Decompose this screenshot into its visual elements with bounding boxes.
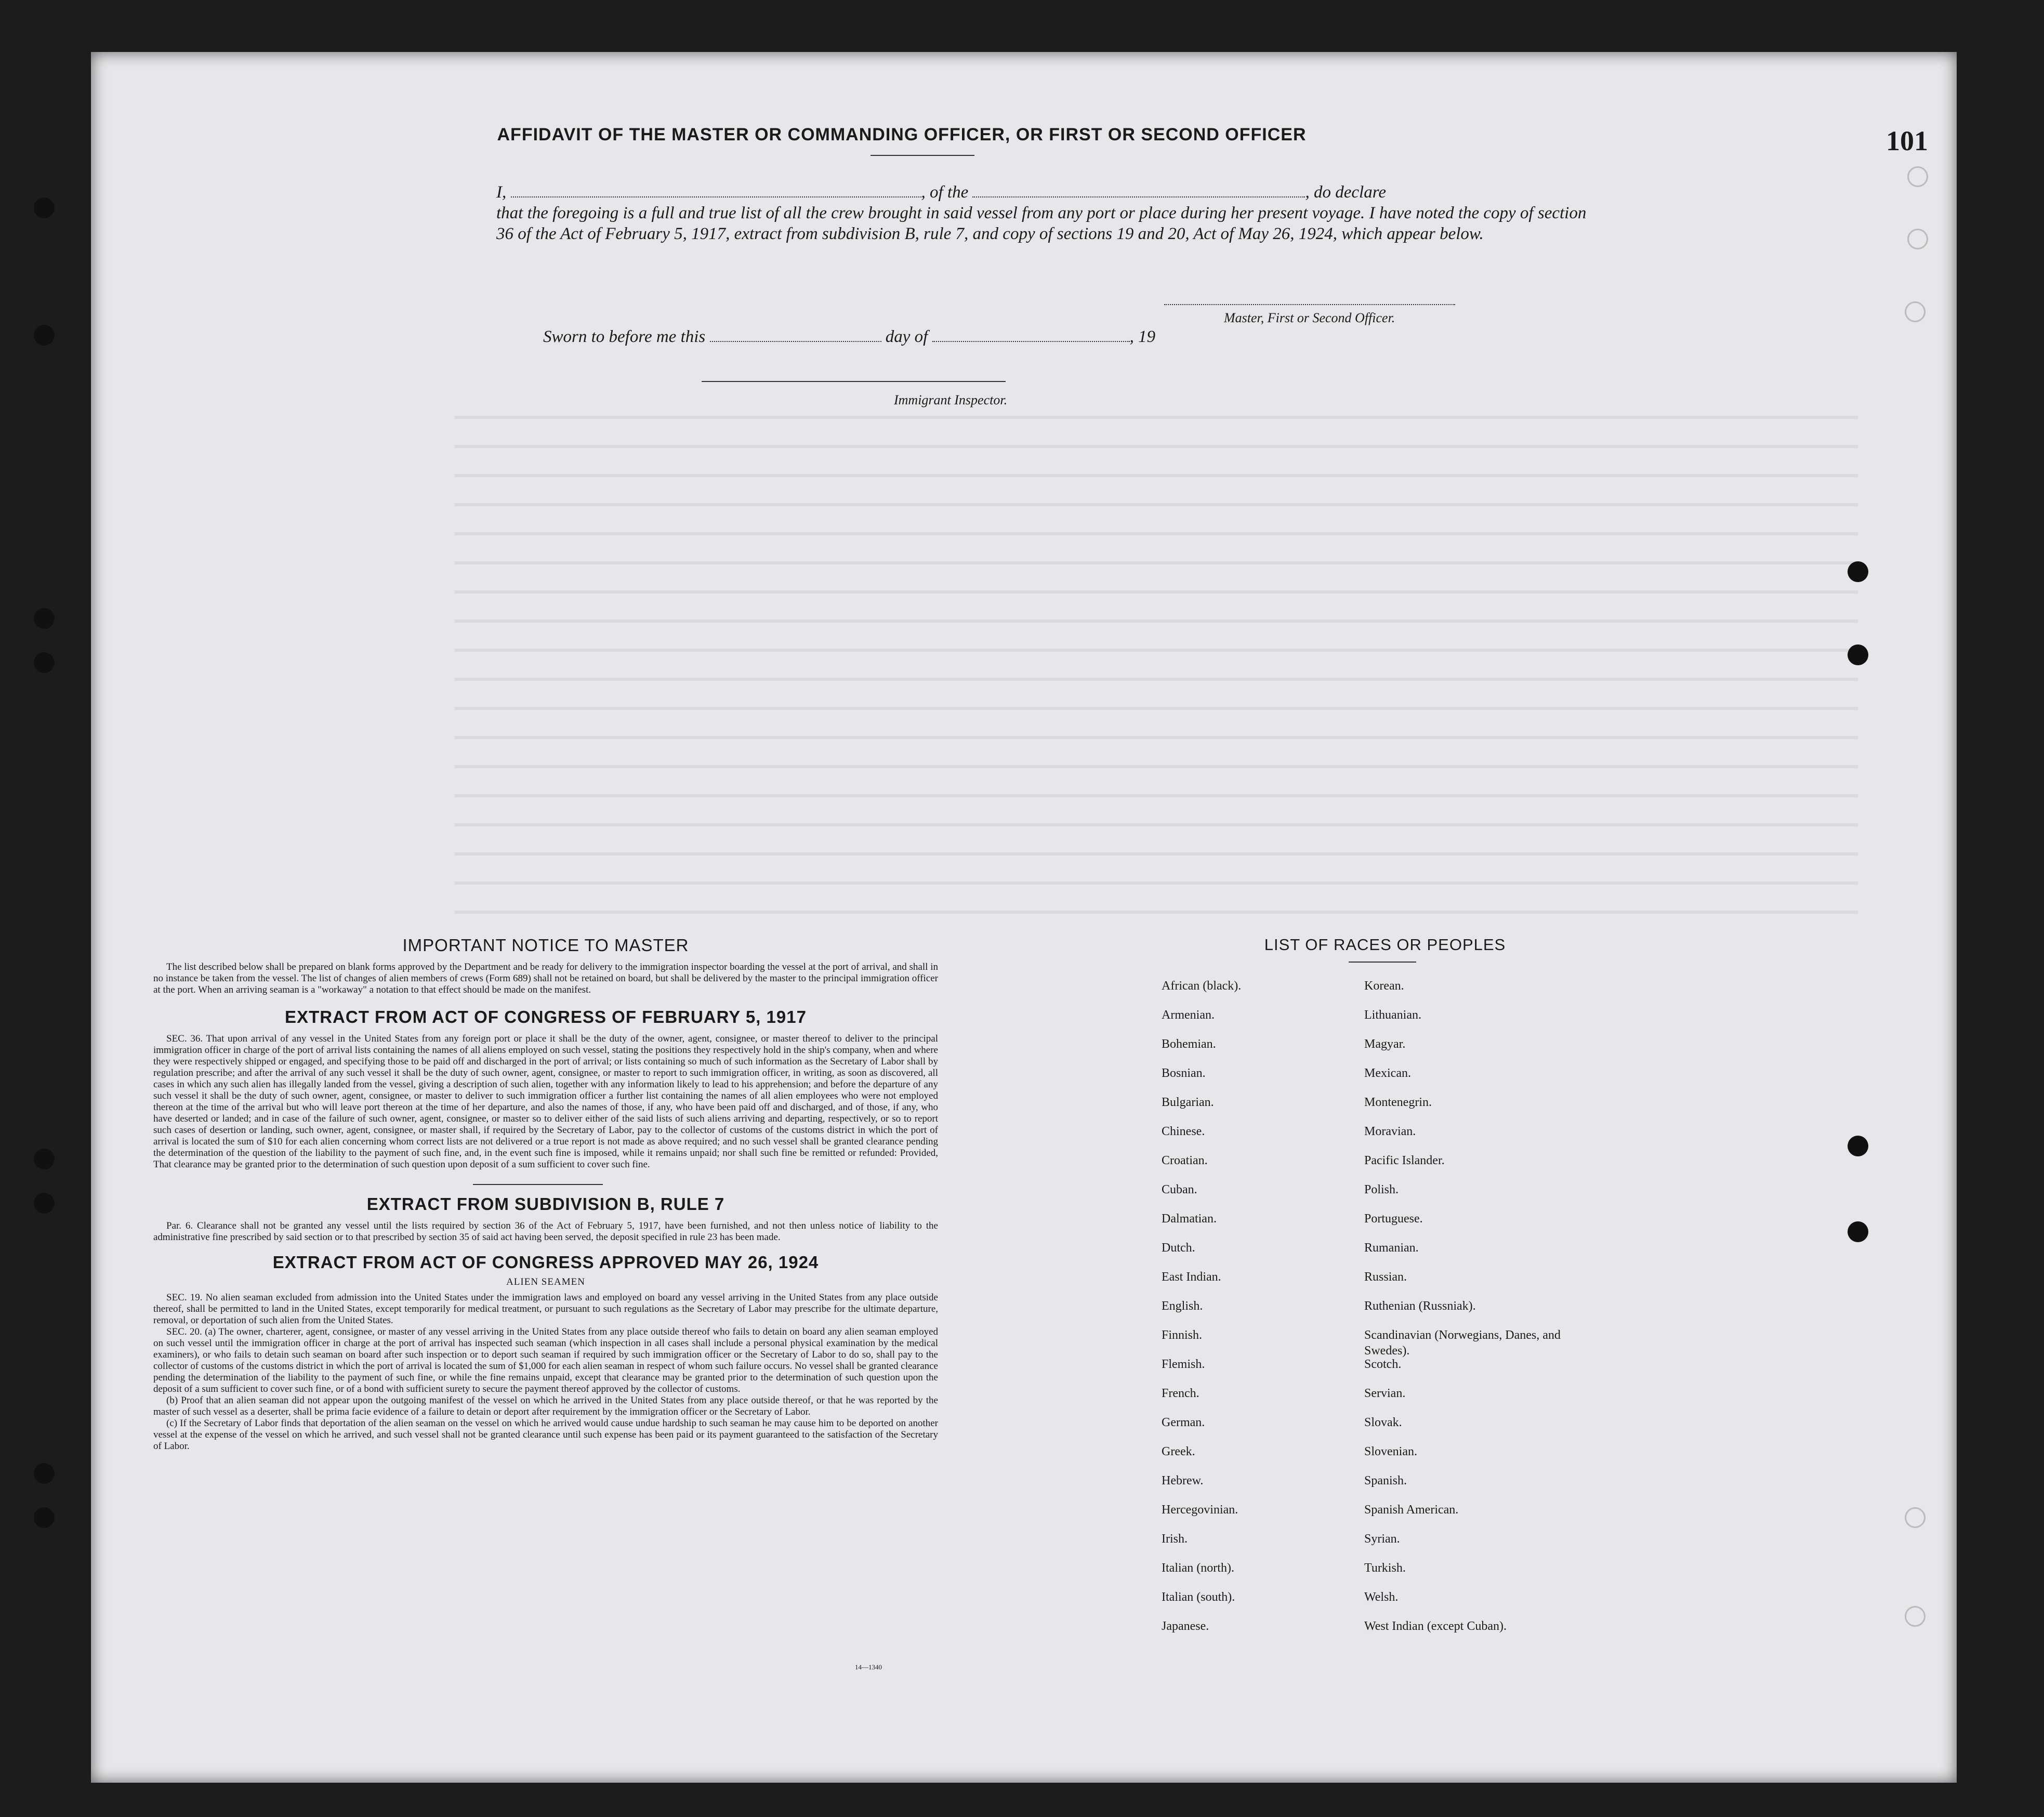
sworn-text: Sworn to before me this (543, 327, 706, 346)
race-item: Flemish. (1162, 1358, 1205, 1371)
race-item: Turkish. (1364, 1561, 1406, 1575)
race-item: Welsh. (1364, 1590, 1399, 1604)
race-item: German. (1162, 1416, 1205, 1429)
race-item: Slovak. (1364, 1416, 1402, 1429)
punch-hole-icon (1848, 644, 1868, 665)
race-item: Servian. (1364, 1387, 1406, 1400)
affidavit-text (496, 182, 1588, 244)
race-item: Bulgarian. (1162, 1096, 1214, 1109)
race-item: Lithuanian. (1364, 1008, 1421, 1022)
month-field[interactable] (932, 341, 1130, 342)
races-grid (1162, 978, 1619, 1648)
affidavit-i: I, (496, 183, 507, 202)
ring-icon (1907, 166, 1928, 187)
subdivision-title: EXTRACT FROM SUBDIVISION B, RULE 7 (366, 1194, 725, 1214)
day-field[interactable] (710, 341, 881, 342)
race-item: Armenian. (1162, 1008, 1215, 1022)
punch-hole-icon (34, 1193, 55, 1214)
race-item: Hebrew. (1162, 1474, 1204, 1487)
punch-hole-icon (34, 1507, 55, 1528)
race-item: Dalmatian. (1162, 1212, 1217, 1226)
punch-hole-icon (34, 1149, 55, 1169)
race-item: Cuban. (1162, 1183, 1197, 1196)
races-title: LIST OF RACES OR PEOPLES (1264, 936, 1506, 954)
race-item: East Indian. (1162, 1270, 1221, 1284)
master-signature-line[interactable] (1164, 304, 1455, 305)
race-item: Japanese. (1162, 1620, 1209, 1633)
vessel-field[interactable] (972, 196, 1305, 198)
punch-hole-icon (34, 198, 55, 218)
notice-title: IMPORTANT NOTICE TO MASTER (402, 936, 689, 955)
race-item: Finnish. (1162, 1328, 1203, 1342)
race-item: Portuguese. (1364, 1212, 1423, 1226)
inspector-label: Immigrant Inspector. (894, 392, 1008, 407)
race-item: French. (1162, 1387, 1199, 1400)
race-item: Magyar. (1364, 1037, 1406, 1051)
race-item: Bohemian. (1162, 1037, 1216, 1051)
race-item: Montenegrin. (1364, 1096, 1432, 1109)
day-of-text: day of (885, 327, 928, 346)
subdivision-text: Par. 6. Clearance shall not be granted any vessel until the lists required by section 36 of the Act of February 5, 1917, have been furnished, and not then unless notice of liability to the administrative fine prescribed by said section or to that prescribed by section 35 of said act having been served, the deposit specified in rule 23 has been made. (153, 1220, 938, 1243)
race-item: Spanish. (1364, 1474, 1407, 1487)
races-list (1151, 936, 1619, 1648)
extract-1924-title: EXTRACT FROM ACT OF CONGRESS APPROVED MAY 26, 1924 (272, 1253, 819, 1272)
punch-hole-icon (34, 608, 55, 629)
race-item: African (black). (1162, 979, 1242, 993)
race-item: Korean. (1364, 979, 1404, 993)
race-item: Spanish American. (1364, 1503, 1459, 1517)
race-item: Russian. (1364, 1270, 1407, 1284)
race-item: English. (1162, 1299, 1203, 1313)
punch-hole-icon (34, 652, 55, 673)
name-field[interactable] (511, 196, 921, 198)
form-number: 14—1340 (855, 1663, 882, 1671)
sec20c-text: (c) If the Secretary of Labor finds that deportation of the alien seaman on the vessel on which he arrived would cause undue hardship to such seaman he may cause him to be deported on another vessel at the expense of the vessel on which he arrived, and such vessel shall not be granted clearance until such expense has been paid or its payment guaranteed to the satisfaction of the Secretary of Labor. (153, 1418, 938, 1452)
punch-hole-icon (34, 1463, 55, 1484)
race-item: Croatian. (1162, 1154, 1208, 1167)
document-page (91, 52, 1957, 1783)
race-item: Greek. (1162, 1445, 1195, 1458)
race-item: Chinese. (1162, 1125, 1205, 1138)
sec20b-text: (b) Proof that an alien seaman did not appear upon the outgoing manifest of the vessel on which he arrived in the United States from any place outside thereof, or that he was reported by the master of such vessel as a deserter, shall be prima facie evidence of a failure to detain or deport after requirement by the immigration officer or the Secretary of Labor. (153, 1395, 938, 1417)
ring-icon (1905, 301, 1926, 322)
race-item: Scandinavian (Norwegians, Danes, and Swedes). (1364, 1328, 1561, 1358)
alien-seamen-heading: ALIEN SEAMEN (506, 1276, 585, 1287)
affidavit-of-the: , of the (921, 183, 969, 202)
ring-icon (1905, 1507, 1926, 1528)
title-rule (871, 155, 974, 156)
ring-icon (1907, 229, 1928, 249)
race-item: Irish. (1162, 1532, 1188, 1546)
race-item: Slovenian. (1364, 1445, 1417, 1458)
extract-1917-title: EXTRACT FROM ACT OF CONGRESS OF FEBRUARY 5, 1917 (285, 1007, 807, 1026)
master-label: Master, First or Second Officer. (1224, 310, 1395, 325)
race-item: Mexican. (1364, 1066, 1411, 1080)
extract-1917-text: SEC. 36. That upon arrival of any vessel in the United States from any foreign port or place it shall be the duty of the owner, agent, consignee, or master thereof to deliver to the principal immigration officer in charge of the port of arrival lists containing the names of all aliens employed on such vessel, stating the positions they respectively hold in the ship's company, when and where they were respectively shipped or engaged, and specifying those to be paid off and discharged in the port of arrival; or lists containing so much of such information as the Secretary of Labor shall by regulation prescribe; and after the arrival of any such vessel it shall be the duty of such owner, agent, consignee, or master to report to such immigration officer, in writing, as soon as discovered, all cases in which any such alien has illegally landed from the vessel, giving a description of such alien, together with any information likely to lead to his apprehension; and before the departure of any such vessel it shall be the duty of such owner, agent, consignee, or master to deliver to such immigration officer a further list containing the names of all alien employees who were not employed thereon at the time of the arrival but who will leave port thereon at the time of her departure, and also the names of those, if any, who have been paid off and discharged, and of those, if any, who have deserted or landed; and in case of the failure of such owner, agent, consignee, or master so to deliver either of the said lists of such aliens arriving and departing, respectively, or so to report such cases of desertion or landing, such owner, agent, consignee, or master shall, if required by the Secretary of Labor, pay to the collector of customs of the customs district in which the port of arrival is located the sum of $10 for each alien concerning whom correct lists are not delivered or a true report is not made as above required; and no such vessel shall be granted clearance pending the determination of the question of the liability to the payment of such fine, and, in the event such fine is imposed, while it remains unpaid; nor shall such fine be remitted or refunded: Provided, That clearance may be granted prior to the determination of such question upon deposit of a sum sufficient to cover such fine. (153, 1033, 938, 1170)
race-item: West Indian (except Cuban). (1364, 1620, 1507, 1633)
affidavit-body: that the foregoing is a full and true list of all the crew brought in said vessel from any port or place during her present voyage. I have noted the copy of section 36 of the Act of February 5, 1917, extract from subdivision B, rule 7, and copy of sections 19 and 20, Act of May 26, 1924, which appear below. (496, 204, 1587, 243)
inspector-signature-line[interactable] (702, 381, 1006, 382)
bleed-through (455, 416, 1858, 936)
page-number: 101 (1886, 125, 1928, 156)
sec19-text: SEC. 19. No alien seaman excluded from admission into the United States under the immigration laws and employed on board any vessel arriving in the United States from any place outside thereof, shall be permitted to land in the United States, except temporarily for medical treatment, or pursuant to such regulations as the Secretary of Labor may prescribe for the ultimate departure, removal, or deportation of such alien from the United States. (153, 1292, 938, 1326)
punch-hole-icon (1848, 1136, 1868, 1156)
year-text: , 19 (1129, 327, 1156, 346)
punch-hole-icon (1848, 561, 1868, 582)
race-item: Rumanian. (1364, 1241, 1419, 1255)
sworn-line (543, 327, 1155, 347)
affidavit-title: AFFIDAVIT OF THE MASTER OR COMMANDING OFFICER, OR FIRST OR SECOND OFFICER (497, 125, 1307, 144)
race-item: Italian (south). (1162, 1590, 1235, 1604)
race-item: Ruthenian (Russniak). (1364, 1299, 1476, 1313)
ring-icon (1905, 1606, 1926, 1627)
race-item: Dutch. (1162, 1241, 1195, 1255)
punch-hole-icon (34, 325, 55, 346)
section-rule (473, 1184, 603, 1185)
races-rule (1349, 962, 1416, 963)
affidavit-declare: , do declare (1305, 183, 1386, 202)
race-item: Syrian. (1364, 1532, 1400, 1546)
race-item: Italian (north). (1162, 1561, 1234, 1575)
notice-text: The list described below shall be prepared on blank forms approved by the Department and be ready for delivery to the immigration inspector boarding the vessel at the port of arrival, and shall in no instance be taken from the vessel. The list of changes of alien members of crews (Form 689) shall not be retained on board, but shall be delivered by the master to the principal immigration officer at the port. When an arriving seaman is a "workaway" a notation to that effect should be made on the manifest. (153, 962, 938, 995)
race-item: Pacific Islander. (1364, 1154, 1445, 1167)
notice-column (153, 936, 938, 1452)
race-item: Polish. (1364, 1183, 1399, 1196)
race-item: Hercegovinian. (1162, 1503, 1238, 1517)
race-item: Scotch. (1364, 1358, 1402, 1371)
sec20a-text: SEC. 20. (a) The owner, charterer, agent, consignee, or master of any vessel arriving in the United States from any place outside thereof who fails to detain on board any alien seaman employed on such vessel until the immigration officer in charge at the port of arrival has inspected such seaman (which inspection in all cases shall include a personal physical examination by the medical examiners), or who fails to detain such seaman on board after such inspection or to deport such seaman if required by such immigration officer or the Secretary of Labor to do so, shall pay to the collector of customs of the customs district in which the port of arrival is located the sum of $1,000 for each alien seaman in respect of whom such failure occurs. No vessel shall be granted clearance pending the determination of the liability to the payment of such fine, or while the fine remains unpaid, except that clearance may be granted prior to the determination of such question upon the deposit of a sum sufficient to cover such fine, or of a bond with sufficient surety to secure the payment thereof approved by the collector of customs. (153, 1326, 938, 1394)
race-item: Moravian. (1364, 1125, 1416, 1138)
punch-hole-icon (1848, 1221, 1868, 1242)
race-item: Bosnian. (1162, 1066, 1206, 1080)
